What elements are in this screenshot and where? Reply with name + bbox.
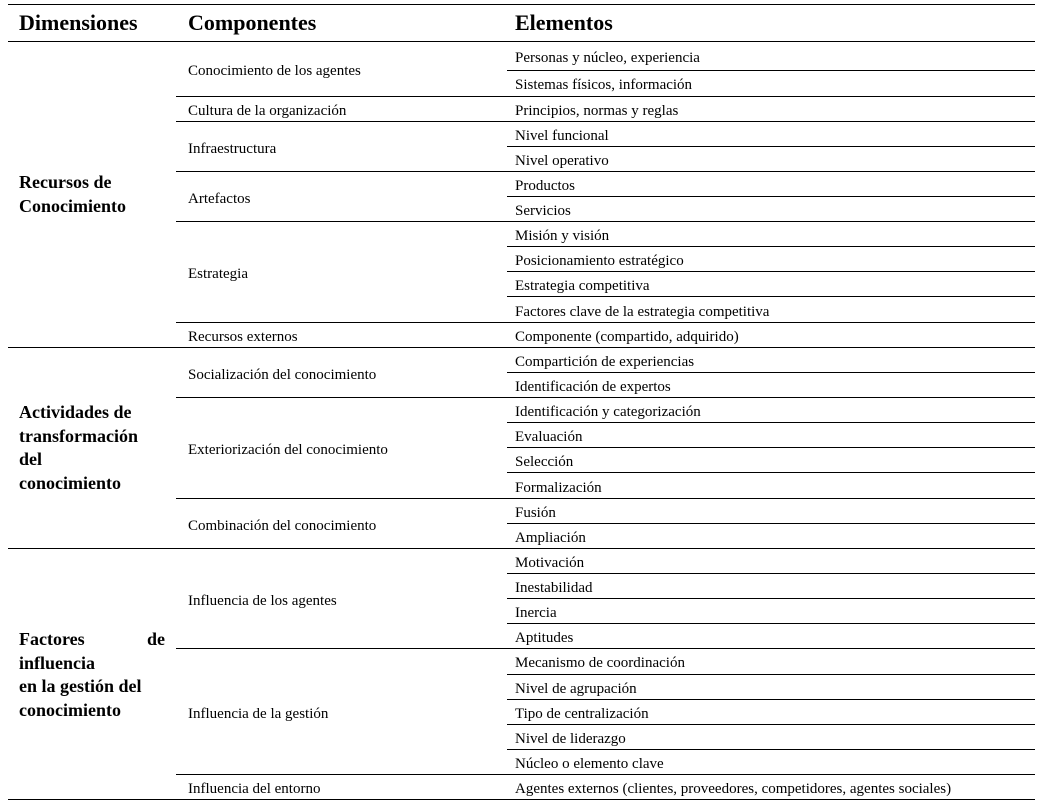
element-label: Personas y núcleo, experiencia <box>515 50 700 66</box>
dimension-influence-factors <box>19 628 165 722</box>
dimension-label-line: del <box>19 449 43 469</box>
element-label: Nivel de liderazgo <box>515 731 626 747</box>
element-label: Factores clave de la estrategia competitiva <box>515 304 770 320</box>
element-row-divider <box>507 623 1035 624</box>
dimension-label-line: conocimiento <box>19 472 121 493</box>
element-label: Inercia <box>515 605 557 621</box>
dimension-label-line: transformación <box>19 425 138 446</box>
dimension-label-line: Recursos de <box>19 172 112 192</box>
element-row-divider <box>507 422 1035 423</box>
dimension-label-line: influencia <box>19 652 96 673</box>
element-row-divider <box>507 523 1035 524</box>
element-label: Identificación de expertos <box>515 379 671 395</box>
element-label: Nivel funcional <box>515 128 609 144</box>
component-divider <box>176 322 1035 323</box>
component-label: Cultura de la organización <box>188 103 347 119</box>
component-label: Combinación del conocimiento <box>188 518 377 534</box>
element-row-divider <box>507 146 1035 147</box>
element-label: Estrategia competitiva <box>515 278 650 294</box>
header-dimensions: Dimensiones <box>19 10 138 35</box>
header-elements: Elementos <box>515 10 613 35</box>
component-label: Socialización del conocimiento <box>188 367 377 383</box>
element-label: Identificación y categorización <box>515 404 701 420</box>
element-label: Principios, normas y reglas <box>515 103 679 119</box>
dimension-label-line: Factores de <box>19 629 165 649</box>
element-label: Ampliación <box>515 530 586 546</box>
element-label: Nivel de agrupación <box>515 681 637 697</box>
element-label: Misión y visión <box>515 228 610 244</box>
component-label: Exteriorización del conocimiento <box>188 442 388 458</box>
element-row-divider <box>507 70 1035 71</box>
element-row-divider <box>507 372 1035 373</box>
element-label: Servicios <box>515 203 571 219</box>
component-label: Influencia de la gestión <box>188 706 329 722</box>
element-label: Posicionamiento estratégico <box>515 253 684 269</box>
element-row-divider <box>507 699 1035 700</box>
element-label: Evaluación <box>515 429 583 445</box>
table-top-border <box>8 4 1035 5</box>
dimension-knowledge-resources <box>19 171 165 218</box>
dimension-label-line: Actividades de <box>19 402 132 422</box>
component-label: Conocimiento de los agentes <box>188 63 361 79</box>
component-label: Estrategia <box>188 266 248 282</box>
component-divider <box>176 171 1035 172</box>
component-divider <box>176 121 1035 122</box>
component-divider <box>176 221 1035 222</box>
element-label: Selección <box>515 454 574 470</box>
component-label: Recursos externos <box>188 329 298 345</box>
header-bottom-border <box>8 41 1035 42</box>
element-label: Formalización <box>515 480 602 496</box>
element-row-divider <box>507 472 1035 473</box>
header-components: Componentes <box>188 10 317 35</box>
component-label: Infraestructura <box>188 141 277 157</box>
element-label: Núcleo o elemento clave <box>515 756 664 772</box>
component-divider <box>176 397 1035 398</box>
element-row-divider <box>507 674 1035 675</box>
component-divider <box>176 498 1035 499</box>
element-label: Aptitudes <box>515 630 574 646</box>
dimension-transformation-activities <box>19 401 165 495</box>
element-row-divider <box>507 447 1035 448</box>
component-divider <box>176 774 1035 775</box>
component-label: Artefactos <box>188 191 251 207</box>
component-label: Influencia de los agentes <box>188 593 337 609</box>
element-label: Productos <box>515 178 575 194</box>
element-label: Agentes externos (clientes, proveedores, competidores, agentes sociales) <box>515 781 952 797</box>
element-label: Inestabilidad <box>515 580 593 596</box>
element-row-divider <box>507 296 1035 297</box>
component-divider <box>176 648 1035 649</box>
element-label: Componente (compartido, adquirido) <box>515 329 739 345</box>
element-row-divider <box>507 749 1035 750</box>
element-label: Nivel operativo <box>515 153 609 169</box>
element-label: Tipo de centralización <box>515 706 649 722</box>
dimension-label-line: Conocimiento <box>19 195 126 216</box>
element-row-divider <box>507 724 1035 725</box>
component-divider <box>176 96 1035 97</box>
component-label: Influencia del entorno <box>188 781 321 797</box>
element-label: Fusión <box>515 505 556 521</box>
element-label: Motivación <box>515 555 585 571</box>
table-bottom-border <box>8 799 1035 800</box>
element-row-divider <box>507 271 1035 272</box>
element-row-divider <box>507 573 1035 574</box>
element-label: Compartición de experiencias <box>515 354 695 370</box>
element-label: Sistemas físicos, información <box>515 77 693 93</box>
dimension-divider <box>8 347 1035 348</box>
element-row-divider <box>507 196 1035 197</box>
dimension-label-line: en la gestión del <box>19 676 142 696</box>
element-row-divider <box>507 598 1035 599</box>
dimension-divider <box>8 548 1035 549</box>
element-label: Mecanismo de coordinación <box>515 655 685 671</box>
element-row-divider <box>507 246 1035 247</box>
dimension-label-line: conocimiento <box>19 699 121 720</box>
